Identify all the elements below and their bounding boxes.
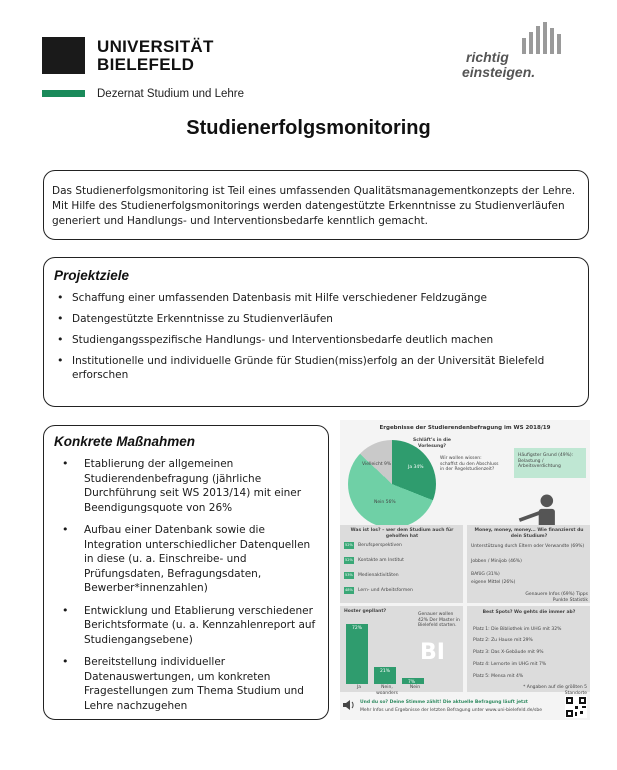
master-bar [346,624,368,684]
university-logo-square [42,37,85,74]
master-bar-label: Nein, woanders [376,685,398,696]
pie-question: Schläft’s in die Vorlesung? [413,438,451,449]
projektziele-list [54,291,576,382]
financing-item: BAföG (31%) [471,572,500,577]
qr-code-icon [565,696,587,718]
infographic-title: Ergebnisse der Studierendenbefragung im WS 2018/19 [379,425,551,431]
list-item: • Aufbau einer Datenbank sowie die Integration unterschiedlicher Datenquellen in diese (u. a. Einschreibe- und Prüfungsdaten, Befragungsdaten, Bewerber*innenzahlen) [84,523,318,596]
list-item: • Bereitstellung individueller Datenauswertungen, um konkreten Fragestellungen zum Thema Studium und Lehre nachzugehen [84,655,318,713]
university-accent-bar [42,90,85,97]
list-item: • Studiengangsspezifische Handlungs- und Interventionsbedarfe deutlich machen [70,333,576,347]
massnahmen-heading: Konkrete Maßnahmen [54,434,196,449]
study-help-pct: 52% [345,558,353,562]
master-bar-value: 7% [408,680,416,686]
university-name [97,38,214,74]
pie-label-ja: Ja 34% [408,465,424,470]
master-bar-label: Nein [409,685,421,690]
financing-note: Genauere Infos (69%) Tipps Punkte Statistik [525,592,588,603]
master-bar-title: Hoster gepllant? [344,609,387,614]
projektziele-heading: Projektziele [54,268,130,283]
best-spot-item: Platz 5: Mensa mit 4% [473,674,524,679]
best-spot-item: Platz 2: Zu Hause mit 29% [473,638,533,643]
best-spot-item: Platz 4: Lernorte im UHG mit 7% [473,662,547,667]
department-name: Dezernat Studium und Lehre [97,88,245,100]
intro-text: Das Studienerfolgsmonitoring ist Teil eines umfassenden Qualitätsmanagementkonzepts der Lehre. Mit Hilfe des Studienerfolgsmonitorings werden datengestützte Erkenntnisse zu Studienverläufen generiert und Handlungs- und Interventionsbedarfe kenntlich gemacht. [52,185,576,227]
logo-text-richtig: richtig [466,49,509,65]
footer-line1: Und du so? Deine Stimme zählt! Die aktuelle Befragung läuft jetzt [360,700,528,705]
list-item: • Entwicklung und Etablierung verschiedener Berichtsformate (u. a. Kennzahlenreport auf Studiengangsebene) [84,604,318,648]
massnahmen-list [54,457,318,713]
university-name-line1: UNIVERSITÄT [97,37,214,56]
richtig-einsteigen-logo [462,32,572,84]
list-item: • Institutionelle und individuelle Gründe für Studien(miss)erfolg an der Universität Bielefeld erforschen [70,354,576,382]
master-bar-note: Genauer wollen 42% Der Master in Bielefeld starten. [418,612,460,628]
logo-text-einsteigen: einsteigen. [462,64,536,80]
financing-item: Jobben / Minijob (46%) [471,559,522,564]
master-bar-value: 21% [380,668,391,674]
page-title: Studienerfolgsmonitoring [186,117,431,139]
pie-label-vielleicht: Vielleicht 9% [362,462,392,467]
study-help-pct: 52% [345,543,353,547]
callout-text: Häufigster Grund (49%): Belastung / Arbeitsverdichtung [518,453,574,469]
master-bar-value: 72% [352,626,363,632]
university-name-line2: BIELEFELD [97,55,195,74]
bi-watermark: BI [420,640,445,665]
intro-box [43,170,589,240]
study-help-title: Was ist los? – wer dem Studium auch für geholfen hat [350,528,454,539]
study-help-item: Berufsperspektiven [358,543,402,548]
master-bar-label: Ja [356,685,362,690]
financing-item: eigene Mittel (26%) [471,580,516,585]
projektziele-box [43,257,589,407]
best-spots-note: * Angaben auf die größten 5 Standorte [523,685,587,696]
study-help-pct: 48% [345,588,353,592]
speech-text: Wir wollen wissen: schaffst du den Abschluss in der Regelstudienzeit? [440,456,499,472]
list-item: • Schaffung einer umfassenden Datenbasis mit Hilfe verschiedener Feldzugänge [70,291,576,305]
survey-infographic [340,420,590,720]
list-item: • Etablierung der allgemeinen Studierendenbefragung (jährliche Durchführung seit WS 2013/14) mit einer Beendigungsquote von 26% [84,457,318,515]
speaker-icon [342,698,356,712]
study-help-item: Lern- und Arbeitsformen [358,588,413,593]
financing-title: Money, money, money... Wie finanzierst du dein Studium? [474,528,584,539]
pie-chart [348,440,436,528]
best-spot-item: Platz 1: Die Bibliothek im UHG mit 32% [473,627,562,632]
best-spots-title: Best Spots? Wo gehts die immer ab? [482,610,576,615]
list-item: • Datengestützte Erkenntnisse zu Studienverläufen [70,312,576,326]
financing-item: Unterstützung durch Eltern oder Verwandte (69%) [471,544,585,549]
pie-label-nein: Nein 56% [374,500,396,505]
study-help-item: Medienaktivitäten [358,573,399,578]
footer-line2: Mehr Infos und Ergebnisse der letzten Befragung unter www.uni-bielefeld.de/sbe [360,708,542,713]
best-spot-item: Platz 3: Das X-Gebäude mit 9% [473,650,544,655]
study-help-pct: 53% [345,573,353,577]
massnahmen-box [43,425,329,720]
study-help-item: Kontakte am Institut [358,558,404,563]
